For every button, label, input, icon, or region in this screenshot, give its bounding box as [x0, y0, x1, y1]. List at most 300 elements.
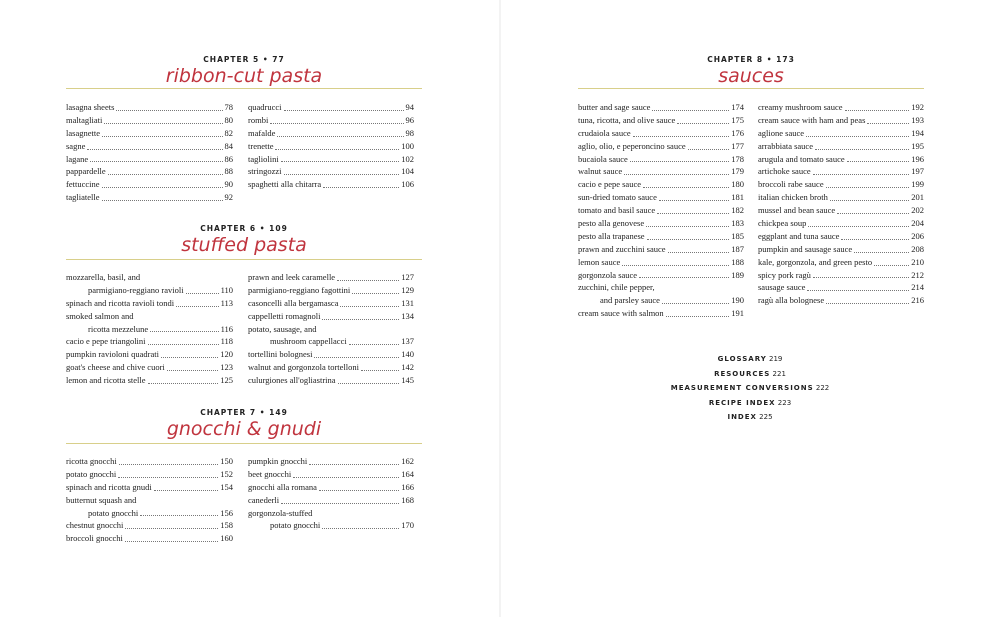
dot-leader: [338, 383, 400, 384]
back-matter-page: 221: [772, 369, 786, 378]
toc-entry: [248, 114, 414, 127]
dot-leader: [854, 252, 909, 253]
toc-entry-title: rombi: [248, 114, 269, 125]
toc-entry: [248, 468, 414, 481]
toc-entry-title: potato gnocchi: [66, 468, 117, 479]
dot-leader: [340, 306, 399, 307]
toc-entry-page: 180: [731, 179, 744, 190]
toc-entry-page: 179: [731, 166, 744, 177]
toc-entry: [578, 114, 744, 127]
toc-entry: [66, 191, 233, 204]
toc-entry: [66, 271, 233, 284]
toc-entry-title: quadrucci: [248, 101, 282, 112]
chapter-7-col-left: [66, 455, 233, 545]
toc-entry: [578, 294, 744, 307]
back-matter-entry: [650, 367, 850, 382]
toc-entry-title: mussel and bean sauce: [758, 205, 836, 216]
toc-entry: [248, 178, 414, 191]
dot-leader: [323, 187, 399, 188]
toc-entry-page: 116: [220, 323, 233, 334]
chapter-6-rule: [66, 259, 422, 260]
toc-entry-title: arrabbiata sauce: [758, 140, 813, 151]
chapter-7-rule: [66, 443, 422, 444]
dot-leader: [119, 464, 219, 465]
dot-leader: [104, 123, 222, 124]
toc-entry-title: spinach and ricotta ravioli tondi: [66, 297, 175, 308]
toc-entry-title: tuna, ricotta, and olive sauce: [578, 114, 676, 125]
toc-entry-page: 152: [220, 468, 233, 479]
dot-leader: [826, 303, 909, 304]
toc-entry: [66, 532, 233, 545]
toc-entry-page: 134: [401, 310, 414, 321]
back-matter-entry: [650, 396, 850, 411]
dot-leader: [281, 161, 400, 162]
toc-entry: [248, 348, 414, 361]
dot-leader: [666, 316, 730, 317]
toc-entry-title: kale, gorgonzola, and green pesto: [758, 256, 873, 267]
toc-entry-page: 187: [731, 243, 744, 254]
toc-entry: [66, 297, 233, 310]
dot-leader: [630, 161, 729, 162]
chapter-5-rule: [66, 88, 422, 89]
toc-entry-page: 202: [911, 205, 924, 216]
toc-entry: [66, 284, 233, 297]
toc-entry: [66, 127, 233, 140]
toc-entry-title: tortellini bolognesi: [248, 349, 313, 360]
toc-entry-page: 192: [911, 101, 924, 112]
dot-leader: [657, 213, 729, 214]
toc-entry-title: tomato and basil sauce: [578, 205, 656, 216]
toc-entry-page: 145: [401, 375, 414, 386]
toc-entry-page: 150: [220, 455, 233, 466]
toc-entry: [248, 335, 414, 348]
toc-entry-title: potato gnocchi: [88, 507, 139, 518]
toc-entry: [66, 335, 233, 348]
toc-entry-page: 170: [401, 520, 414, 531]
chapter-6-col-right: [248, 271, 414, 387]
toc-entry: [758, 140, 924, 153]
toc-entry-title: pesto alla trapanese: [578, 230, 645, 241]
toc-entry-page: 154: [220, 481, 233, 492]
toc-entry-title: parmigiano-reggiano ravioli: [88, 284, 184, 295]
toc-entry: [578, 140, 744, 153]
toc-entry-page: 88: [224, 166, 233, 177]
toc-entry: [248, 507, 414, 520]
back-matter-page: 219: [769, 355, 783, 363]
toc-entry-page: 100: [401, 140, 414, 151]
dot-leader: [813, 174, 910, 175]
toc-entry: [66, 101, 233, 114]
toc-entry-title: smoked salmon and: [66, 310, 134, 321]
toc-entry-page: 193: [911, 114, 924, 125]
toc-entry-title: broccoli gnocchi: [66, 533, 123, 544]
toc-entry-title: lemon sauce: [578, 256, 621, 267]
toc-entry: [578, 127, 744, 140]
back-matter-page: 222: [815, 384, 830, 392]
toc-entry-title: parmigiano-reggiano fagottini: [248, 284, 351, 295]
toc-entry-page: 129: [401, 284, 414, 295]
toc-entry-title: creamy mushroom sauce: [758, 101, 843, 112]
chapter-7-heading: [66, 408, 422, 440]
toc-entry-page: 197: [911, 166, 924, 177]
toc-entry: [248, 284, 414, 297]
dot-leader: [281, 503, 399, 504]
toc-entry: [248, 140, 414, 153]
toc-entry-page: 80: [224, 114, 233, 125]
toc-entry-title: pumpkin gnocchi: [248, 455, 308, 466]
toc-entry-title: sausage sauce: [758, 282, 806, 293]
toc-entry: [758, 178, 924, 191]
toc-entry-title: spaghetti alla chitarra: [248, 179, 322, 190]
back-matter-list: [650, 352, 850, 425]
toc-entry: [66, 348, 233, 361]
toc-entry: [66, 310, 233, 323]
toc-entry-page: 181: [731, 192, 744, 203]
toc-entry-title: trenette: [248, 140, 274, 151]
dot-leader: [867, 123, 909, 124]
chapter-7-col-right: [248, 455, 414, 532]
toc-entry: [66, 519, 233, 532]
toc-entry: [66, 114, 233, 127]
chapter-6-label: CHAPTER 6 • 109: [200, 224, 288, 233]
toc-entry: [248, 374, 414, 387]
dot-leader: [319, 490, 399, 491]
dot-leader: [148, 344, 219, 345]
toc-entry: [578, 256, 744, 269]
toc-entry: [758, 191, 924, 204]
toc-entry: [578, 307, 744, 320]
toc-entry-page: 90: [224, 179, 233, 190]
toc-entry-page: 94: [405, 101, 414, 112]
toc-entry: [248, 310, 414, 323]
toc-entry-title: culurgiones all'ogliastrina: [248, 375, 336, 386]
toc-entry: [66, 507, 233, 520]
chapter-8-label: CHAPTER 8 • 173: [707, 55, 795, 64]
toc-entry-page: 166: [401, 481, 414, 492]
toc-entry-title: gnocchi alla romana: [248, 481, 317, 492]
dot-leader: [275, 149, 399, 150]
toc-entry: [248, 455, 414, 468]
toc-entry: [248, 361, 414, 374]
toc-entry-page: 78: [224, 101, 233, 112]
toc-entry-page: 212: [911, 269, 924, 280]
toc-entry: [758, 230, 924, 243]
toc-entry: [578, 217, 744, 230]
toc-entry: [758, 217, 924, 230]
toc-entry: [248, 494, 414, 507]
toc-entry-page: 118: [220, 336, 233, 347]
toc-entry-page: 142: [401, 362, 414, 373]
toc-entry-page: 174: [731, 101, 744, 112]
dot-leader: [643, 187, 729, 188]
toc-entry-title: tagliatelle: [66, 192, 100, 203]
toc-entry-title: mafalde: [248, 127, 276, 138]
toc-entry-page: 106: [401, 179, 414, 190]
toc-entry-page: 189: [731, 269, 744, 280]
dot-leader: [125, 528, 218, 529]
toc-entry-title: cream sauce with salmon: [578, 308, 664, 319]
dot-leader: [314, 357, 399, 358]
dot-leader: [837, 213, 909, 214]
dot-leader: [639, 277, 729, 278]
toc-entry-page: 199: [911, 179, 924, 190]
toc-entry: [758, 153, 924, 166]
chapter-6-col-left: [66, 271, 233, 387]
toc-entry-title: lemon and ricotta stelle: [66, 375, 146, 386]
dot-leader: [806, 136, 909, 137]
toc-entry: [248, 519, 414, 532]
toc-entry: [66, 481, 233, 494]
toc-entry: [758, 101, 924, 114]
chapter-6-title: stuffed pasta: [181, 234, 307, 256]
toc-entry-page: 110: [220, 284, 233, 295]
toc-entry-title: ricotta gnocchi: [66, 455, 117, 466]
toc-entry-page: 104: [401, 166, 414, 177]
toc-entry-page: 196: [911, 153, 924, 164]
dot-leader: [140, 515, 218, 516]
dot-leader: [167, 370, 218, 371]
dot-leader: [102, 200, 223, 201]
toc-entry: [578, 153, 744, 166]
toc-entry-page: 84: [224, 140, 233, 151]
dot-leader: [161, 357, 218, 358]
chapter-7-title: gnocchi & gnudi: [166, 418, 322, 440]
dot-leader: [659, 200, 729, 201]
toc-entry-title: butter and sage sauce: [578, 101, 651, 112]
chapter-8-col-right: [758, 101, 924, 307]
toc-entry: [578, 281, 744, 294]
toc-entry-page: 178: [731, 153, 744, 164]
toc-entry-title: potato, sausage, and: [248, 323, 317, 334]
toc-entry-title: eggplant and tuna sauce: [758, 230, 840, 241]
dot-leader: [826, 187, 910, 188]
toc-entry-page: 86: [224, 153, 233, 164]
chapter-5-col-right: [248, 101, 414, 191]
dot-leader: [847, 161, 910, 162]
toc-entry-page: 210: [911, 256, 924, 267]
toc-entry-title: pesto alla genovese: [578, 218, 645, 228]
dot-leader: [87, 149, 222, 150]
dot-leader: [293, 477, 399, 478]
toc-entry-title: lagane: [66, 153, 89, 164]
back-matter-label: INDEX: [727, 413, 757, 421]
dot-leader: [176, 306, 218, 307]
toc-entry: [66, 153, 233, 166]
back-matter-label: RESOURCES: [714, 369, 771, 378]
dot-leader: [309, 464, 399, 465]
toc-entry: [578, 269, 744, 282]
toc-entry-title: spinach and ricotta gnudi: [66, 481, 152, 492]
toc-entry-title: fettuccine: [66, 179, 100, 190]
back-matter-page: 225: [759, 413, 773, 421]
toc-entry-title: broccoli rabe sauce: [758, 179, 824, 190]
toc-entry: [758, 281, 924, 294]
toc-entry-title: cappelletti romagnoli: [248, 310, 321, 321]
dot-leader: [90, 161, 222, 162]
toc-entry: [578, 243, 744, 256]
toc-entry-title: ricotta mezzelune: [88, 323, 149, 334]
toc-entry-page: 190: [731, 295, 744, 306]
dot-leader: [646, 226, 729, 227]
dot-leader: [125, 541, 218, 542]
toc-entry: [578, 230, 744, 243]
toc-entry-title: potato gnocchi: [270, 520, 321, 531]
toc-entry: [758, 243, 924, 256]
toc-entry-title: prawn and zucchini sauce: [578, 243, 666, 254]
toc-entry: [66, 361, 233, 374]
toc-entry-page: 176: [731, 127, 744, 138]
toc-entry-page: 195: [911, 140, 924, 151]
dot-leader: [668, 252, 730, 253]
toc-entry: [248, 271, 414, 284]
toc-entry-page: 208: [911, 243, 924, 254]
dot-leader: [830, 200, 909, 201]
toc-entry-title: spicy pork ragù: [758, 269, 811, 280]
toc-entry-title: sun-dried tomato sauce: [578, 192, 657, 203]
toc-entry-title: maltagliati: [66, 114, 103, 125]
toc-entry-title: prawn and leek caramelle: [248, 271, 336, 282]
toc-entry: [248, 297, 414, 310]
chapter-8-heading: [578, 55, 924, 87]
back-matter-page: 223: [777, 398, 792, 407]
toc-entry-page: 92: [224, 192, 233, 203]
toc-entry-title: tagliolini: [248, 153, 279, 164]
back-matter-label: MEASUREMENT CONVERSIONS: [670, 384, 814, 392]
toc-entry: [248, 101, 414, 114]
toc-entry: [66, 455, 233, 468]
toc-entry-page: 177: [731, 140, 744, 151]
toc-entry-page: 98: [405, 127, 414, 138]
toc-entry-title: canederli: [248, 494, 280, 505]
toc-entry-page: 82: [224, 127, 233, 138]
dot-leader: [116, 110, 222, 111]
chapter-5-heading: [66, 55, 422, 87]
toc-entry: [248, 323, 414, 336]
toc-entry-page: 185: [731, 230, 744, 241]
page-gutter: [499, 0, 501, 617]
toc-entry-page: 214: [911, 282, 924, 293]
dot-leader: [154, 490, 219, 491]
dot-leader: [815, 149, 909, 150]
toc-entry: [578, 165, 744, 178]
back-matter-entry: [650, 410, 850, 425]
back-matter-entry: [650, 352, 850, 367]
dot-leader: [186, 293, 219, 294]
toc-entry: [66, 374, 233, 387]
toc-entry: [758, 114, 924, 127]
back-matter-label: GLOSSARY: [717, 355, 767, 363]
toc-entry-title: mushroom cappellacci: [270, 336, 347, 347]
dot-leader: [688, 149, 730, 150]
toc-entry: [248, 127, 414, 140]
toc-entry: [578, 101, 744, 114]
toc-entry-page: 96: [405, 114, 414, 125]
toc-entry-title: cacio e pepe sauce: [578, 179, 641, 190]
dot-leader: [322, 319, 399, 320]
toc-entry-title: goat's cheese and chive cuori: [66, 362, 165, 373]
toc-entry-title: pumpkin ravioloni quadrati: [66, 349, 160, 360]
dot-leader: [841, 239, 909, 240]
toc-entry-page: 175: [731, 114, 744, 125]
toc-entry: [758, 165, 924, 178]
toc-entry-page: 216: [911, 295, 924, 306]
toc-entry-title: chestnut gnocchi: [66, 520, 124, 531]
toc-entry-title: gorgonzola-stuffed: [248, 507, 313, 518]
toc-entry-page: 188: [731, 256, 744, 267]
toc-entry-page: 156: [220, 507, 233, 518]
toc-entry-title: artichoke sauce: [758, 166, 811, 177]
dot-leader: [150, 331, 218, 332]
dot-leader: [108, 174, 223, 175]
toc-entry-page: 168: [401, 494, 414, 505]
dot-leader: [322, 528, 399, 529]
toc-entry-title: crudaiola sauce: [578, 127, 631, 138]
back-matter-entry: [650, 381, 850, 396]
toc-entry: [66, 165, 233, 178]
chapter-5-label: CHAPTER 5 • 77: [203, 55, 285, 64]
toc-entry: [248, 165, 414, 178]
toc-entry: [66, 323, 233, 336]
toc-entry-page: 183: [731, 218, 744, 228]
toc-entry-title: aglio, olio, e peperoncino sauce: [578, 140, 686, 151]
toc-entry-title: walnut and gorgonzola tortelloni: [248, 362, 360, 373]
toc-entry: [66, 140, 233, 153]
dot-leader: [622, 265, 729, 266]
dot-leader: [874, 265, 909, 266]
dot-leader: [270, 123, 403, 124]
dot-leader: [647, 239, 730, 240]
chapter-6-heading: [66, 224, 422, 256]
toc-entry: [578, 191, 744, 204]
chapter-8-rule: [578, 88, 924, 89]
chapter-5-col-left: [66, 101, 233, 204]
toc-entry-page: 204: [911, 218, 924, 228]
toc-entry-page: 131: [401, 297, 414, 308]
toc-entry-title: bucaiola sauce: [578, 153, 628, 164]
toc-entry-title: sagne: [66, 140, 86, 151]
toc-entry-page: 182: [731, 205, 744, 216]
toc-entry-title: chickpea soup: [758, 218, 807, 228]
dot-leader: [677, 123, 729, 124]
toc-entry-title: butternut squash and: [66, 494, 137, 505]
toc-entry-title: pappardelle: [66, 166, 106, 177]
dot-leader: [284, 174, 400, 175]
toc-entry-title: lasagna sheets: [66, 101, 115, 112]
dot-leader: [624, 174, 729, 175]
dot-leader: [652, 110, 729, 111]
toc-entry-title: gorgonzola sauce: [578, 269, 638, 280]
toc-entry-title: stringozzi: [248, 166, 282, 177]
toc-entry-page: 158: [220, 520, 233, 531]
toc-entry-title: mozzarella, basil, and: [66, 272, 141, 282]
toc-entry: [248, 481, 414, 494]
dot-leader: [633, 136, 730, 137]
toc-entry-page: 162: [401, 455, 414, 466]
toc-entry-page: 125: [220, 375, 233, 386]
toc-entry: [758, 127, 924, 140]
toc-entry-title: cacio e pepe triangolini: [66, 336, 146, 347]
toc-entry: [66, 494, 233, 507]
toc-entry-title: beet gnocchi: [248, 468, 292, 479]
toc-entry-page: 201: [911, 192, 924, 203]
dot-leader: [102, 136, 223, 137]
toc-entry-title: casoncelli alla bergamasca: [248, 297, 339, 308]
dot-leader: [352, 293, 399, 294]
dot-leader: [102, 187, 223, 188]
toc-entry-title: and parsley sauce: [600, 295, 660, 306]
toc-entry: [758, 269, 924, 282]
toc-entry: [66, 178, 233, 191]
